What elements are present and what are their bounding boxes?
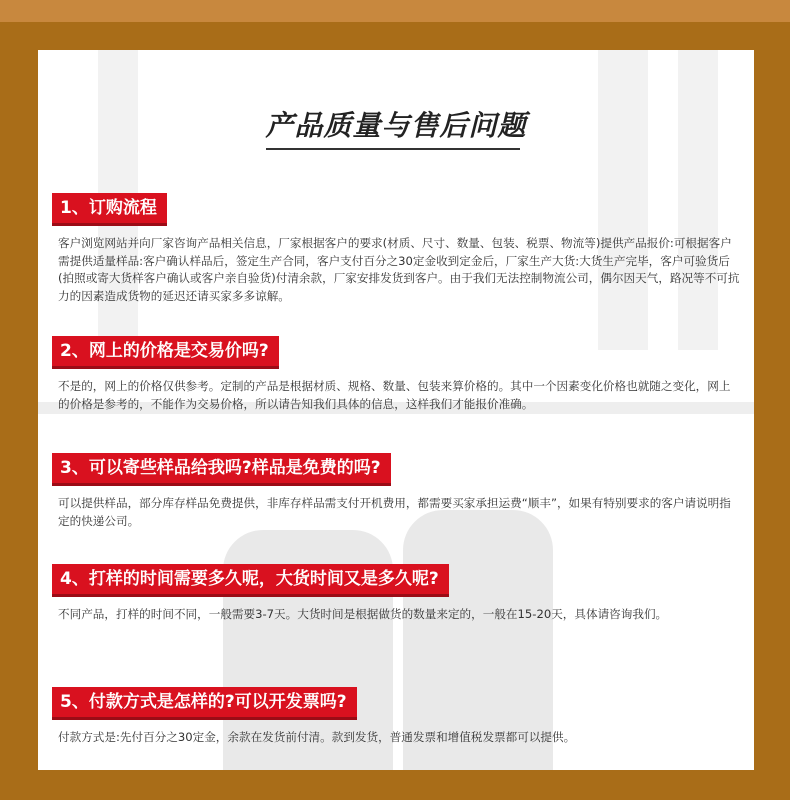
section-heading: 1、订购流程 bbox=[52, 193, 167, 226]
section-online-price bbox=[52, 336, 742, 413]
title-underline bbox=[266, 148, 520, 150]
section-lead-time bbox=[52, 564, 742, 624]
top-band bbox=[0, 0, 790, 22]
section-body: 可以提供样品，部分库存样品免费提供，非库存样品需支付开机费用，都需要买家承担运费“顺丰”，如果有特别要求的客户请说明指定的快递公司。 bbox=[58, 496, 731, 528]
section-body: 付款方式是:先付百分之30定金，余款在发货前付清。款到发货，普通发票和增值税发票都可以提供。 bbox=[58, 730, 576, 744]
section-heading: 5、付款方式是怎样的?可以开发票吗? bbox=[52, 687, 357, 720]
section-body: 不同产品，打样的时间不同，一般需要3-7天。大货时间是根据做货的数量来定的，一般在15-20天，具体请咨询我们。 bbox=[58, 607, 668, 621]
section-body: 客户浏览网站并向厂家咨询产品相关信息，厂家根据客户的要求(材质、尺寸、数量、包装、税票、物流等)提供产品报价:可根据客户需提供适量样品:客户确认样品后，签定生产合同，客户支付百分之30定金收到定金后，厂家生产大货:大货生产完毕，客户可验货后(拍照或寄大货样客户确认或客户亲自验货)付清余款，厂家安排发货到客户。由于我们无法控制物流公司，偶尔因天气，路况等不可抗力的因素造成货物的延迟还请买家多多谅解。 bbox=[58, 236, 740, 303]
section-heading: 2、网上的价格是交易价吗? bbox=[52, 336, 279, 369]
section-payment bbox=[52, 687, 742, 747]
section-ordering-process bbox=[52, 193, 742, 305]
content-card bbox=[38, 50, 754, 770]
section-samples bbox=[52, 453, 742, 530]
page-title: 产品质量与售后问题 bbox=[265, 109, 527, 142]
section-body: 不是的，网上的价格仅供参考。定制的产品是根据材质、规格、数量、包装来算价格的。其中一个因素变化价格也就随之变化，网上的价格是参考的，不能作为交易价格，所以请告知我们具体的信息，这样我们才能报价准确。 bbox=[58, 379, 731, 411]
section-heading: 3、可以寄些样品给我吗?样品是免费的吗? bbox=[52, 453, 391, 486]
section-heading: 4、打样的时间需要多久呢，大货时间又是多久呢? bbox=[52, 564, 449, 597]
